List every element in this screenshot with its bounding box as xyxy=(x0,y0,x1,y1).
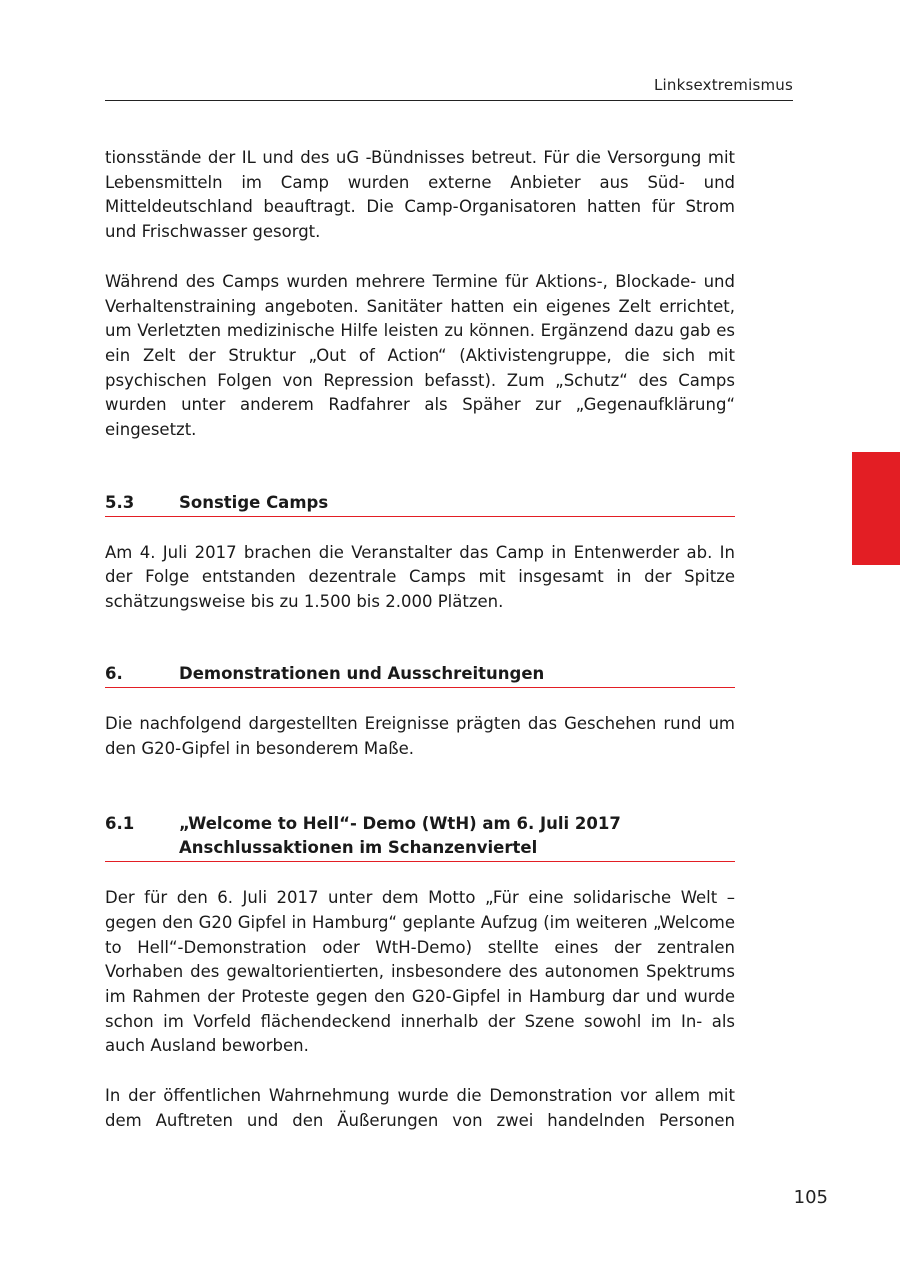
paragraph: tionsstände der IL und des uG -Bündnisses betreut. Für die Versorgung mit Lebensmitteln im Camp wurden externe Anbieter aus Süd- und Mitteldeutschland beauftragt. Die Camp-Organisatoren hatten für Strom und Frischwasser gesorgt. xyxy=(105,148,735,242)
paragraph: In der öffentlichen Wahrnehmung wurde die Demonstration vor allem mit dem Auftreten und den Äußerungen von zwei handelnden Personen xyxy=(105,1086,735,1130)
chapter-tab-marker xyxy=(852,452,900,565)
header-rule xyxy=(105,100,793,101)
running-header: Linksextremismus xyxy=(653,76,793,94)
page-body xyxy=(105,146,735,1134)
section-number: 6. xyxy=(105,663,123,683)
page-number: 105 xyxy=(793,1187,828,1208)
section-title: Demonstrationen und Ausschreitungen xyxy=(179,663,545,683)
paragraph: Die nachfolgend dargestellten Ereignisse prägten das Geschehen rund um den G20-Gipfel in besonderem Maße. xyxy=(105,713,735,758)
section-number: 5.3 xyxy=(105,492,135,512)
paragraph: Während des Camps wurden mehrere Termine für Aktions-, Blockade- und Verhaltenstraining angeboten. Sanitäter hatten ein eigenes Zelt errichtet, um Verletzten medizinische Hilfe leisten zu können. Ergänzend dazu gab es ein Zelt der Struktur „Out of Action“ (Aktivistengruppe, die sich mit psychischen Folgen von Repression befasst). Zum „Schutz“ des Camps wurden unter anderem Radfahrer als Späher zur „Gegenaufklärung“ eingesetzt. xyxy=(105,271,735,440)
section-heading-6 xyxy=(105,662,735,688)
section-title-line: Anschlussaktionen im Schanzenviertel xyxy=(179,838,538,858)
paragraph: Der für den 6. Juli 2017 unter dem Motto „Für eine solidarische Welt – gegen den G20 Gipfel in Hamburg“ geplante Aufzug (im weiteren „Welcome to Hell“-Demonstration oder WtH-Demo) stellte eines der zentralen Vorhaben des gewaltorientierten, insbesondere des autonomen Spektrums im Rahmen der Proteste gegen den G20-Gipfel in Hamburg dar und wurde schon im Vorfeld flächendeckend innerhalb der Szene sowohl im In- als auch Ausland beworben. xyxy=(105,888,735,1056)
section-title xyxy=(179,812,735,860)
section-heading-5-3 xyxy=(105,491,735,517)
paragraph: Am 4. Juli 2017 brachen die Veranstalter das Camp in Entenwerder ab. In der Folge entstanden dezentrale Camps mit insgesamt in der Spitze schätzungsweise bis zu 1.500 bis 2.000 Plätzen. xyxy=(105,542,735,612)
section-title-line: „Welcome to Hell“- Demo (WtH) am 6. Juli 2017 xyxy=(179,814,621,834)
section-title: Sonstige Camps xyxy=(179,492,329,512)
section-number: 6.1 xyxy=(105,814,135,834)
section-heading-6-1 xyxy=(105,812,735,862)
